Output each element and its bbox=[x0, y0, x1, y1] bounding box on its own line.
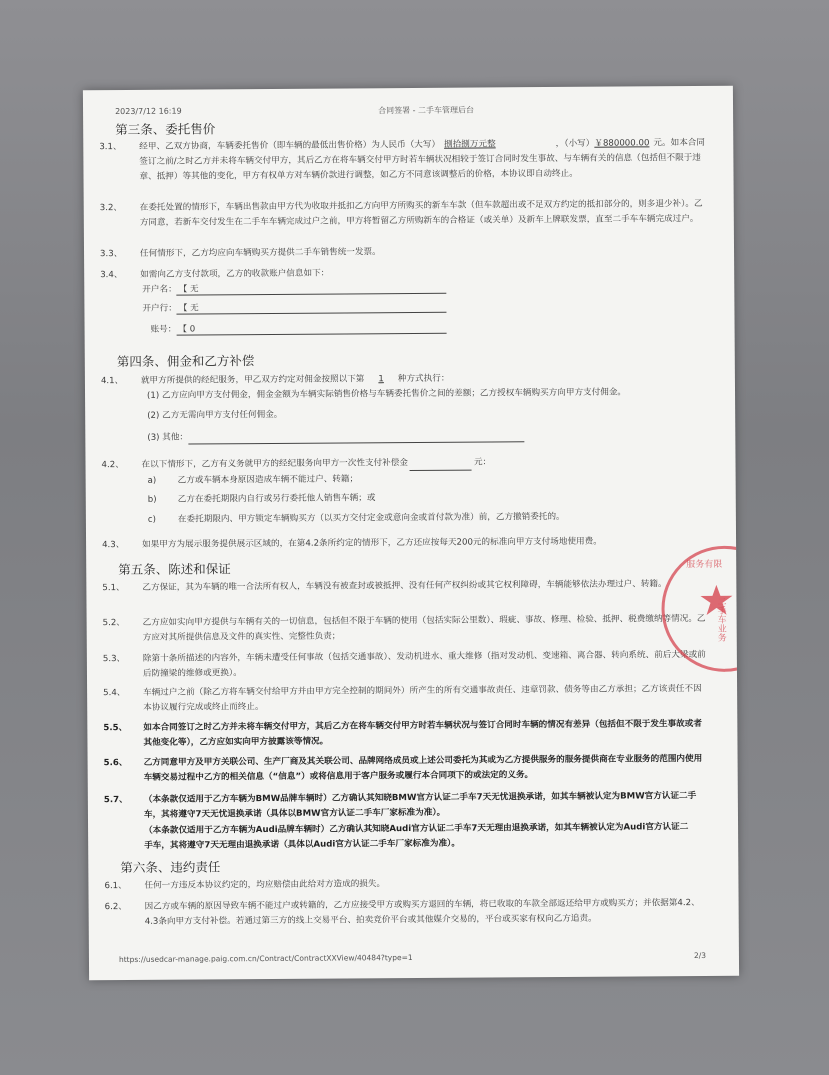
clause-3-3 bbox=[100, 243, 706, 262]
section-3-title: 第三条、委托售价 bbox=[115, 121, 216, 138]
clause-5-6 bbox=[103, 752, 710, 786]
bank-account-number-label: 账号： bbox=[150, 324, 177, 335]
clause-text: 除第十条所描述的内容外，车辆未遭受任何事故（包括交通事故）、发动机进水、重大维修（指对发动机、变速箱、离合器、转向系统、前后大梁或前后防撞梁的维修或更换）。 bbox=[142, 649, 706, 679]
clause-5-7-audi: （本条款仅适用于乙方车辆为Audi品牌车辆时）乙方确认其知晓Audi官方认证二手车7天无理由退换承诺，如其车辆被认定为Audi官方认证二手车，其将遵守7天无理由退换承诺（具体以Audi官方认证二手车厂家标准为准）。 bbox=[144, 822, 689, 851]
clause-text: 如果甲方为展示服务提供展示区域的，在第4.2条所约定的情形下，乙方还应按每天200元的标准向甲方支付场地使用费。 bbox=[142, 536, 602, 550]
clause-text: 任何情形下，乙方均应向车辆购买方提供二手车销售统一发票。 bbox=[140, 247, 381, 259]
price-lowercase: ￥880000.00 bbox=[594, 138, 650, 149]
footer-url: https://usedcar-manage.paig.com.cn/Contract/ContractXXView/40484?type=1 bbox=[118, 952, 413, 965]
condition-c-label: c) bbox=[147, 514, 157, 525]
clause-number: 5.4、 bbox=[103, 687, 126, 699]
condition-a: 乙方或车辆本身原因造成车辆不能过户、转籍； bbox=[177, 474, 359, 486]
clause-number: 5.1、 bbox=[102, 583, 125, 594]
bank-branch-value: 【 无 bbox=[177, 300, 447, 315]
seal-text-top: 服务有限 bbox=[686, 559, 723, 571]
condition-c: 在委托期限内、甲方锁定车辆购买方（以买方交付定金或意向金或首付款为准）前，乙方撤销委托的。 bbox=[177, 511, 565, 525]
clause-number: 4.2、 bbox=[101, 460, 124, 471]
bank-account-name-value: 【 无 bbox=[177, 281, 447, 296]
clause-text: 乙方保证，其为车辆的唯一合法所有权人，车辆没有被查封或被抵押、没有任何产权纠纷或其它权利障碍，车辆能够依法办理过户、转籍。 bbox=[142, 579, 667, 593]
bank-account-number-row bbox=[151, 321, 447, 336]
condition-b-label: b) bbox=[147, 494, 157, 505]
clause-text: 乙方应如实向甲方提供与车辆有关的一切信息，包括但不限于车辆的使用（包括实际公里数）、瑕疵、事故、修理、检验、抵押、税费缴纳等情况。乙方应对其所提供信息及文件的真实性、完整性负责； bbox=[142, 613, 706, 643]
clause-number: 3.3、 bbox=[100, 249, 123, 260]
clause-5-7 bbox=[103, 789, 710, 823]
clause-3-2 bbox=[99, 197, 706, 231]
page-number: 2/3 bbox=[693, 950, 707, 961]
clause-number: 5.7、 bbox=[103, 794, 128, 806]
clause-4-3 bbox=[102, 534, 708, 553]
clause-text: 元。如本合同签订之前/之时乙方并未将车辆交付甲方，其后乙方在将车辆交付甲方时若车辆状况相较于签订合同时发生事故、与车辆有关的信息（包括但不限于违章、抵押）等其他的变化，甲方有权单方对车辆价款进行调整，如乙方不同意该调整后的价格，本协议即自动终止。 bbox=[139, 137, 706, 182]
clause-3-1 bbox=[99, 136, 706, 185]
option-3-blank bbox=[188, 430, 524, 444]
clause-5-2 bbox=[102, 612, 709, 646]
clause-4-2 bbox=[101, 454, 707, 473]
clause-number: 5.2、 bbox=[102, 617, 125, 629]
clause-text: 种方式执行： bbox=[397, 373, 450, 385]
compensation-amount-blank bbox=[410, 459, 472, 471]
clause-5-3 bbox=[102, 648, 709, 682]
clause-text: 如本合同签订之时乙方并未将车辆交付甲方，其后乙方在将车辆交付甲方时若车辆状况与签订合同时车辆的情况有差异（包括但不限于发生事故或者其他变化等），乙方应如实向甲方披露该等情况。 bbox=[143, 718, 702, 748]
clause-text: 经甲、乙双方协商，车辆委托售价（即车辆的最低出售价格）为人民币（大写） bbox=[139, 139, 441, 152]
condition-b: 乙方在委托期限内自行或另行委托他人销售车辆；或 bbox=[177, 493, 376, 505]
clause-text: 任何一方违反本协议约定的，均应赔偿由此给对方造成的损失。 bbox=[144, 879, 386, 891]
seal-text-side: 二手车业务 bbox=[715, 596, 726, 642]
clause-text: 在以下情形下，乙方有义务就甲方的经纪服务向甲方一次性支付补偿金 bbox=[141, 458, 408, 470]
bank-account-name-row bbox=[142, 281, 446, 296]
clause-text: 就甲方所提供的经纪服务，甲乙双方约定对佣金按照以下第 bbox=[140, 374, 365, 386]
clause-text: 如需向乙方支付款项，乙方的收款账户信息如下： bbox=[140, 268, 330, 280]
print-datetime: 2023/7/12 16:19 bbox=[115, 106, 182, 117]
section-4-title: 第四条、佣金和乙方补偿 bbox=[116, 353, 255, 370]
option-3-row bbox=[147, 429, 524, 445]
price-uppercase: 捌拾捌万元整 bbox=[444, 139, 496, 150]
clause-number: 4.3、 bbox=[102, 540, 125, 551]
clause-number: 6.1、 bbox=[104, 880, 127, 892]
clause-number: 5.3、 bbox=[102, 653, 126, 665]
clause-number: 3.1、 bbox=[99, 142, 122, 153]
clause-text-bmw: （本条款仅适用于乙方车辆为BMW品牌车辆时）乙方确认其知晓BMW官方认证二手车7天无忧退换承诺，如其车辆被认定为BMW官方认证二手车，其将遵守7天无忧退换承诺（具体以BMW官方认证二手车厂家标准为准）。 bbox=[143, 791, 697, 820]
clause-text: 乙方同意甲方及甲方关联公司、生产厂商及其关联公司、品牌网络成员或上述公司委托为其或为乙方提供服务的服务提供商在专业服务的范围内使用车辆交易过程中乙方的相关信息（“信息”）或将信息用于客户服务或履行本合同项下的或法定的义务。 bbox=[143, 753, 703, 783]
commission-option-choice: 1 bbox=[378, 374, 384, 385]
bank-branch-row bbox=[142, 300, 446, 315]
condition-a-label: a) bbox=[147, 475, 157, 486]
clause-number: 5.5、 bbox=[103, 722, 128, 734]
clause-number: 6.2、 bbox=[104, 901, 127, 913]
clause-text: 元： bbox=[473, 457, 492, 468]
clause-6-1 bbox=[104, 875, 710, 894]
clause-5-4 bbox=[103, 682, 709, 716]
clause-number: 4.1、 bbox=[100, 376, 124, 387]
contract-page bbox=[83, 86, 739, 981]
clause-text: 因乙方或车辆的原因导致车辆不能过户或转籍的，乙方应接受甲方或购买方退回的车辆，将已收取的车款全部返还给甲方或购买方；并依据第4.2、4.3条向甲方支付补偿。若通过第三方的线上交易平台、拍卖竞价平台或其他媒介交易的，平台或买家有权向乙方追责。 bbox=[144, 897, 700, 927]
clause-6-2 bbox=[104, 896, 711, 930]
clause-number: 3.2、 bbox=[99, 203, 123, 214]
clause-5-5 bbox=[103, 717, 709, 751]
option-1: (1) 乙方应向甲方支付佣金，佣金金额为车辆实际销售价格与车辆委托售价之间的差额；乙方授权车辆购买方向甲方支付佣金。 bbox=[147, 387, 627, 401]
option-3: (3) 其他： bbox=[147, 432, 189, 443]
clause-text: 车辆过户之前（除乙方将车辆交付给甲方并由甲方完全控制的期间外）所产生的所有交通事故责任、违章罚款、债务等由乙方承担；乙方该责任不因本协议履行完成或终止而终止。 bbox=[143, 683, 702, 713]
clause-number: 3.4、 bbox=[100, 270, 123, 281]
print-title: 合同签署 - 二手车管理后台 bbox=[378, 105, 475, 116]
section-6-title: 第六条、违约责任 bbox=[120, 859, 221, 876]
section-5-title: 第五条、陈述和保证 bbox=[118, 561, 231, 578]
option-2: (2) 乙方无需向甲方支付任何佣金。 bbox=[147, 409, 283, 421]
clause-text: ，（小写） bbox=[555, 138, 595, 149]
clause-text: 在委托处置的情形下，车辆出售款由甲方代为收取并抵扣乙方向甲方所购买的新车车款（但车款超出或不足双方约定的抵扣部分的，则多退少补）。乙方同意，若新车交付发生在二手车车辆完成过户之前，甲方将暂留乙方所购新车的合格证（或关单）及新车上牌联发票，直至二手车车辆完成过户。 bbox=[139, 198, 703, 228]
clause-number: 5.6、 bbox=[103, 757, 128, 769]
bank-account-name-label: 开户名： bbox=[142, 284, 177, 295]
bank-account-number-value: 【 0 bbox=[176, 321, 446, 336]
bank-branch-label: 开户行： bbox=[142, 303, 177, 314]
clause-5-1 bbox=[102, 577, 708, 596]
